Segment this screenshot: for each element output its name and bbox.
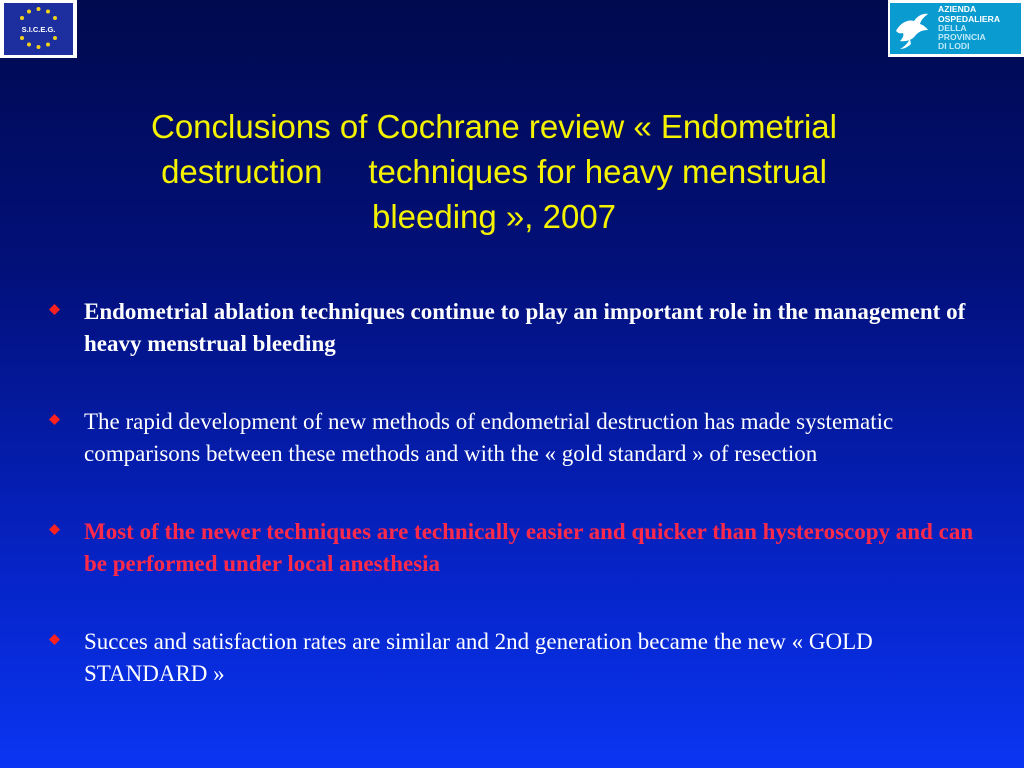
logo-line: PROVINCIA	[938, 32, 986, 43]
logo-line: DELLA	[938, 22, 967, 33]
bullet-list	[48, 296, 992, 736]
diamond-bullet-icon	[49, 524, 60, 535]
diamond-bullet-icon	[49, 304, 60, 315]
diamond-bullet-icon	[49, 414, 60, 425]
dove-icon	[890, 5, 934, 53]
bullet-text: Most of the newer techniques are technically easier and quicker than hysteroscopy and can be performed under local anesthesia	[84, 519, 974, 576]
bullet-item	[48, 626, 992, 690]
bullet-text: Endometrial ablation techniques continue to play an important role in the management of heavy menstrual bleeding	[84, 299, 966, 356]
bullet-item	[48, 516, 992, 580]
slide-title	[70, 104, 918, 239]
bullet-text: Succes and satisfaction rates are similar and 2nd generation became the new « GOLD STANDARD »	[84, 629, 873, 686]
title-line-1: Conclusions of Cochrane review « Endometrial	[150, 108, 837, 145]
title-line-2: destruction techniques for heavy menstrual	[161, 153, 827, 190]
azienda-ospedaliera-logo	[888, 0, 1024, 57]
sicieg-logo	[0, 0, 77, 58]
azienda-name	[938, 5, 1000, 51]
logo-line: OSPEDALIERA	[938, 13, 1001, 24]
bullet-text: The rapid development of new methods of endometrial destruction has made systematic comparisons between these methods and with the « gold standard » of resection	[84, 409, 894, 466]
diamond-bullet-icon	[49, 634, 60, 645]
logo-line: AZIENDA	[938, 4, 977, 15]
sicieg-text: S.I.C.E.G.	[21, 25, 56, 34]
bullet-item	[48, 296, 992, 360]
title-line-3: bleeding », 2007	[371, 198, 617, 235]
bullet-item	[48, 406, 992, 470]
eu-stars-icon	[0, 0, 77, 58]
logo-line: DI LODI	[938, 41, 970, 52]
